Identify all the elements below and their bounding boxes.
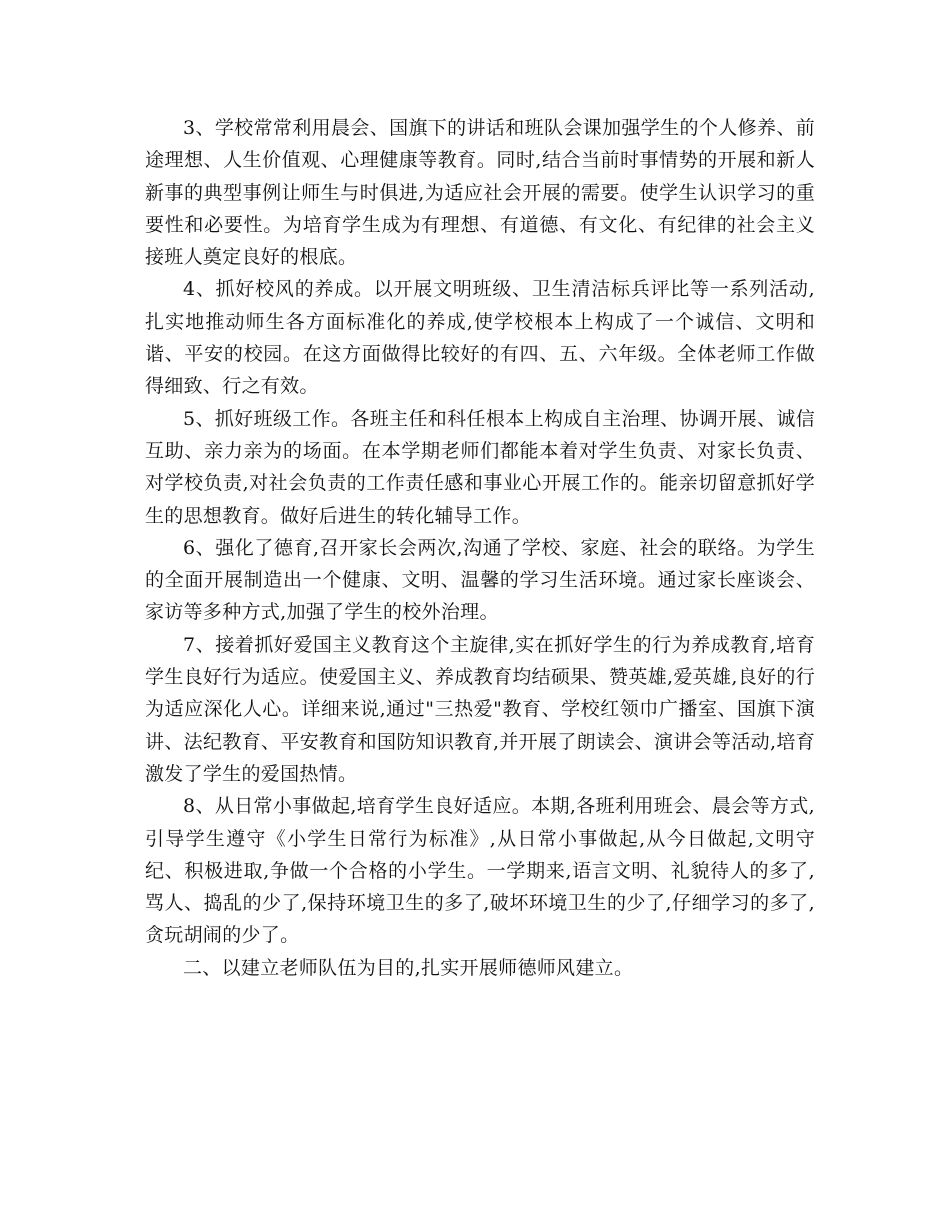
paragraph-3: 3、学校常常利用晨会、国旗下的讲话和班队会课加强学生的个人修养、前途理想、人生价值观、心理健康等教育。同时,结合当前时事情势的开展和新人新事的典型事例让师生与时俱进,为适应社会开展的需要。使学生认识学习的重要性和必要性。为培育学生成为有理想、有道德、有文化、有纪律的社会主义接班人奠定良好的根底。 xyxy=(145,117,815,269)
paragraph-5: 5、抓好班级工作。各班主任和科任根本上构成自主治理、协调开展、诚信互助、亲力亲为的场面。在本学期老师们都能本着对学生负责、对家长负责、对学校负责,对社会负责的工作责任感和事业心开展工作的。能亲切留意抓好学生的思想教育。做好后进生的转化辅导工作。 xyxy=(145,407,815,527)
paragraph-8: 8、从日常小事做起,培育学生良好适应。本期,各班利用班会、晨会等方式,引导学生遵守《小学生日常行为标准》,从日常小事做起,从今日做起,文明守纪、积极进取,争做一个合格的小学生。一学期来,语言文明、礼貌待人的多了,骂人、捣乱的少了,保持环境卫生的多了,破坏环境卫生的少了,仔细学习的多了,贪玩胡闹的少了。 xyxy=(145,795,815,947)
document-body xyxy=(145,112,815,984)
paragraph-7: 7、接着抓好爱国主义教育这个主旋律,实在抓好学生的行为养成教育,培育学生良好行为适应。使爱国主义、养成教育均结硕果、赞英雄,爱英雄,良好的行为适应深化人心。详细来说,通过"三热爱"教育、学校红领巾广播室、国旗下演讲、法纪教育、平安教育和国防知识教育,并开展了朗读会、演讲会等活动,培育激发了学生的爱国热情。 xyxy=(145,633,815,785)
paragraph-6: 6、强化了德育,召开家长会两次,沟通了学校、家庭、社会的联络。为学生的全面开展制造出一个健康、文明、温馨的学习生活环境。通过家长座谈会、家访等多种方式,加强了学生的校外治理。 xyxy=(145,536,815,624)
paragraph-4: 4、抓好校风的养成。以开展文明班级、卫生清洁标兵评比等一系列活动,扎实地推动师生各方面标准化的养成,使学校根本上构成了一个诚信、文明和谐、平安的校园。在这方面做得比较好的有四、五、六年级。全体老师工作做得细致、行之有效。 xyxy=(145,278,815,398)
section-heading-2: 二、以建立老师队伍为目的,扎实开展师德师风建立。 xyxy=(183,956,634,979)
